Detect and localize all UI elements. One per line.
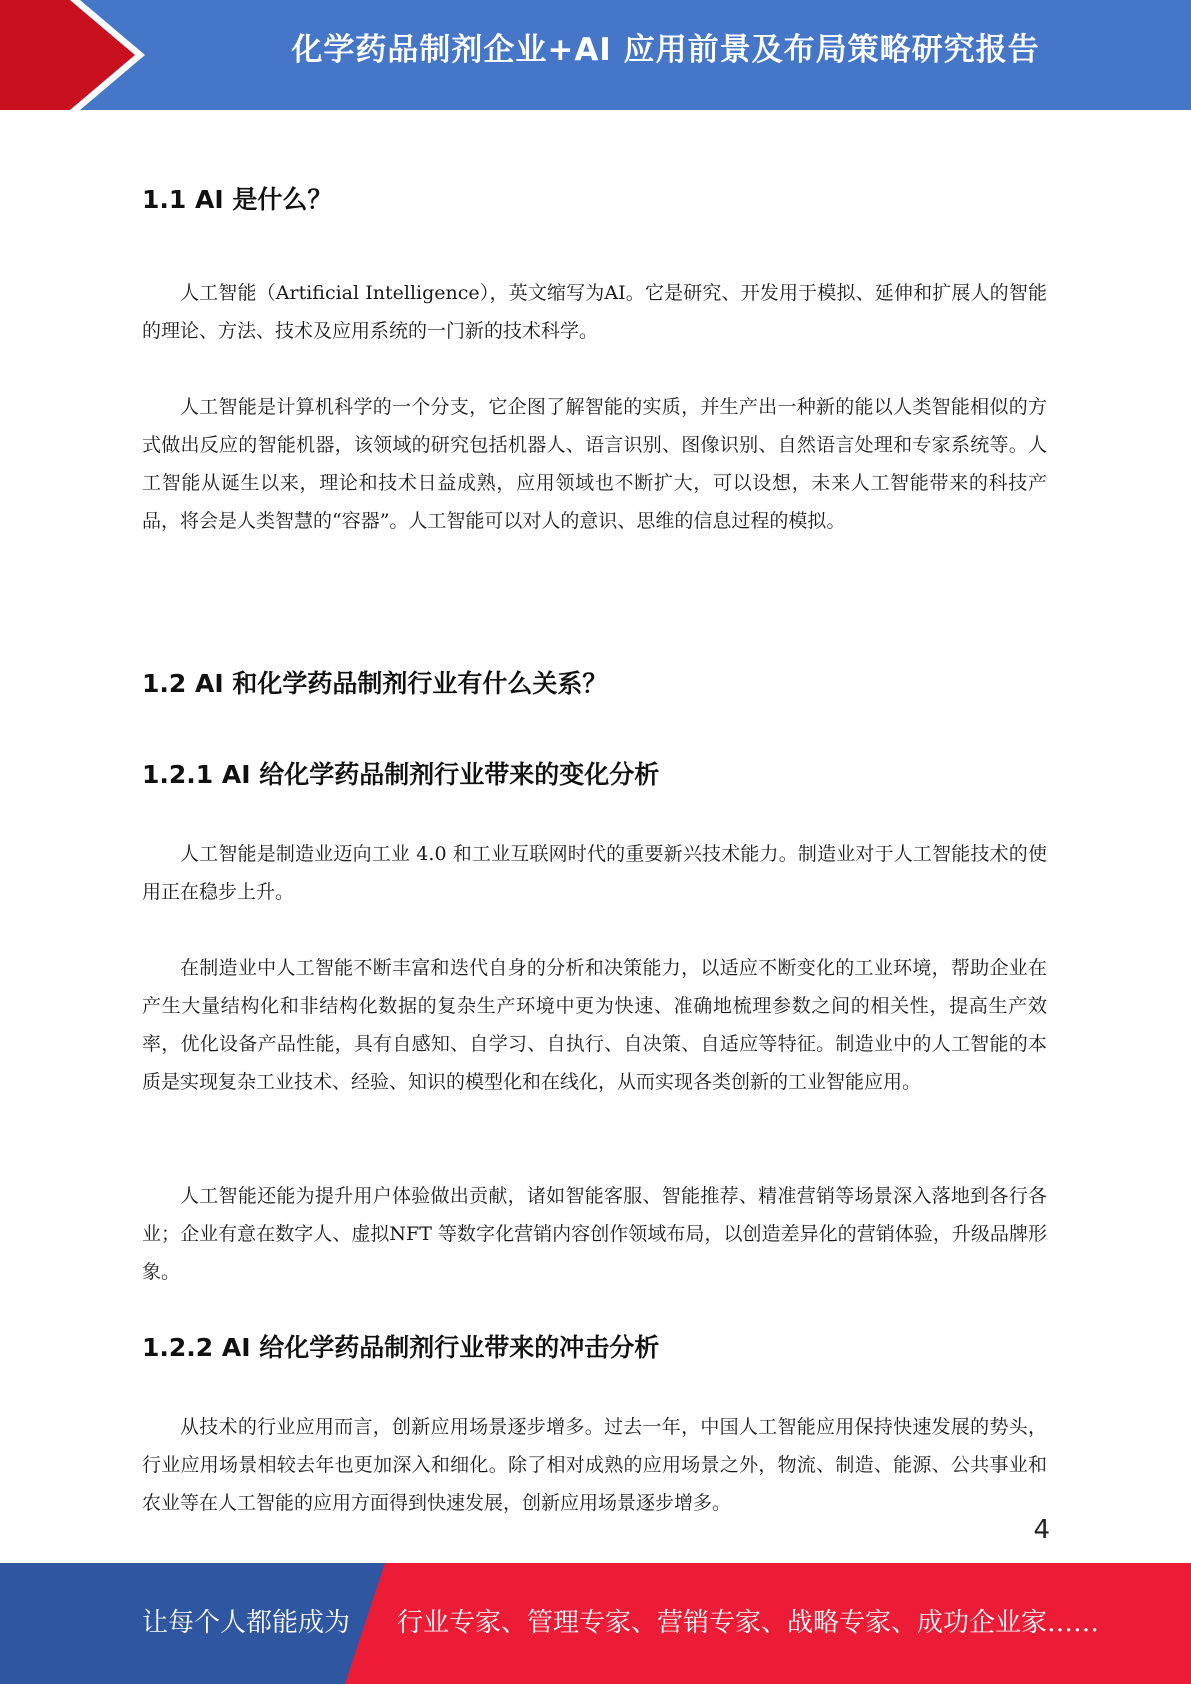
paragraph: 人工智能还能为提升用户体验做出贡献，诸如智能客服、智能推荐、精准营销等场景深入落地到各行各业；企业有意在数字人、虚拟NFT 等数字化营销内容创作领域布局，以创造差异化的营销体验，升级品牌形象。 — [142, 1185, 1047, 1283]
paragraph: 人工智能（Artificial Intelligence），英文缩写为AI。它是研究、开发用于模拟、延伸和扩展人的智能的理论、方法、技术及应用系统的一门新的技术科学。 — [142, 282, 1047, 342]
section-heading-1-2-1: 1.2.1 AI 给化学药品制剂行业带来的变化分析 — [142, 760, 660, 789]
page-header — [0, 0, 1191, 110]
paragraph: 人工智能是计算机科学的一个分支，它企图了解智能的实质，并生产出一种新的能以人类智能相似的方式做出反应的智能机器，该领域的研究包括机器人、语言识别、图像识别、自然语言处理和专家系统等。人工智能从诞生以来，理论和技术日益成熟，应用领域也不断扩大，可以设想，未来人工智能带来的科技产品，将会是人类智慧的“容器”。人工智能可以对人的意识、思维的信息过程的模拟。 — [142, 396, 1047, 532]
page-number: 4 — [1033, 1515, 1050, 1545]
section-heading-1-1: 1.1 AI 是什么？ — [142, 185, 333, 214]
paragraph: 在制造业中人工智能不断丰富和迭代自身的分析和决策能力，以适应不断变化的工业环境，帮助企业在产生大量结构化和非结构化数据的复杂生产环境中更为快速、准确地梳理参数之间的相关性，提高生产效率，优化设备产品性能，具有自感知、自学习、自执行、自决策、自适应等特征。制造业中的人工智能的本质是实现复杂工业技术、经验、知识的模型化和在线化，从而实现各类创新的工业智能应用。 — [142, 957, 1047, 1093]
page-footer — [0, 1563, 1191, 1684]
paragraph: 从技术的行业应用而言，创新应用场景逐步增多。过去一年，中国人工智能应用保持快速发展的势头，行业应用场景相较去年也更加深入和细化。除了相对成熟的应用场景之外，物流、制造、能源、公共事业和农业等在人工智能的应用方面得到快速发展，创新应用场景逐步增多。 — [142, 1416, 1047, 1514]
section-heading-1-2-2: 1.2.2 AI 给化学药品制剂行业带来的冲击分析 — [142, 1333, 660, 1362]
section-heading-1-2: 1.2 AI 和化学药品制剂行业有什么关系？ — [142, 669, 608, 698]
paragraph: 人工智能是制造业迈向工业 4.0 和工业互联网时代的重要新兴技术能力。制造业对于人工智能技术的使用正在稳步上升。 — [142, 843, 1047, 903]
report-title: 化学药品制剂企业+AI 应用前景及布局策略研究报告 — [291, 32, 1040, 68]
footer-slogan-right: 行业专家、管理专家、营销专家、战略专家、成功企业家…… — [397, 1608, 1100, 1638]
footer-slogan-left: 让每个人都能成为 — [142, 1608, 351, 1638]
